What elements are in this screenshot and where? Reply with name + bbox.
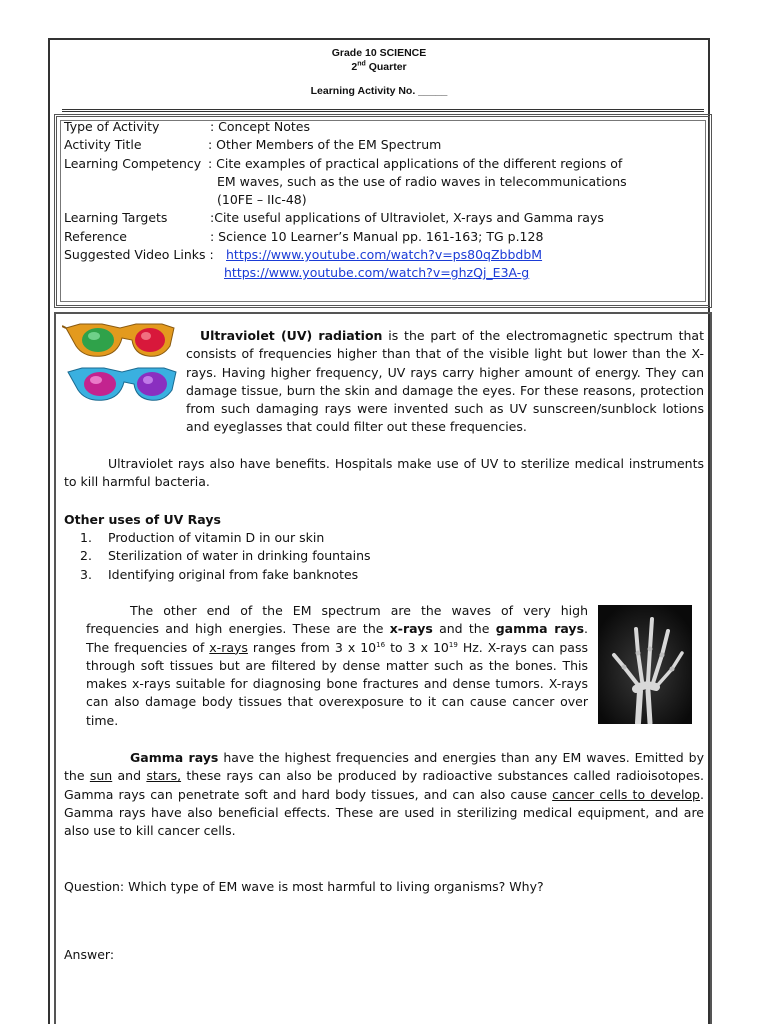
quarter-title: 2nd Quarter [351, 60, 407, 73]
competency-value-3: (10FE – IIc-48) [217, 192, 307, 208]
gamma-paragraph: Gamma rays have the highest frequencies and energies than any EM waves. Emitted by the sun and stars, these rays can also be produced by radioactive substances called radioisotopes. Gamma rays can penetrate soft and hard body tissues, and can also cause cancer cells to develop. Gamma rays have also beneficial effects. These are used in sterilizing medical equipment, and are also use to kill cancer cells. [64, 750, 704, 839]
xray-paragraph: The other end of the EM spectrum are the waves of very high frequencies and high energies. These are the x-rays and the gamma rays. The frequencies of x-rays ranges from 3 x $10^{16}$ to 3 x $10^{19}$ Hz. X-rays can pass through soft tissues but are filtered by dense matter such as the bones. This makes x-rays suitable for diagnosing bone fractures and dense tumors. X-rays can also damage body tissues that overexposure to it can cause cancer over time. [86, 603, 589, 728]
list-item-text: Sterilization of water in drinking fountains [108, 548, 371, 564]
list-item-number: 3. [80, 566, 92, 582]
targets-value: :Cite useful applications of Ultraviolet, X-rays and Gamma rays [210, 210, 604, 226]
title-label: Activity Title [64, 137, 142, 153]
question [64, 878, 704, 896]
list-item-text: Identifying original from fake banknotes [108, 566, 359, 582]
question-label: Question: [64, 879, 125, 894]
video-link-1[interactable]: https://www.youtube.com/watch?v=ps80qZbbdbM [226, 247, 543, 263]
video-label: Suggested Video Links : [64, 247, 214, 263]
list-item [80, 529, 371, 547]
answer-label: Answer: [64, 947, 115, 962]
uv-glasses-orange-image [62, 318, 178, 364]
worksheet-header [50, 46, 708, 98]
xray-hand-image [598, 605, 692, 724]
xray-hand-drawing [598, 605, 692, 724]
header-divider-2 [62, 111, 704, 112]
reference-value: : Science 10 Learner’s Manual pp. 161-163; TG p.128 [210, 228, 544, 244]
competency-value-1: : Cite examples of practical applications of the different regions of [208, 155, 623, 171]
uv-paragraph-1a: Ultraviolet (UV) radiation is the part of the electromagnetic spectrum that consists of frequencies higher than that of the visible light but lower than the X-rays. Having higher frequency, UV rays carry higher amount of energy. They can damage tissue, burn the skin and damage the eyes. For these reasons, protection from such damaging rays were invented such as UV sunscreen/sunblock lotions and eyeglasses that could filter out these frequencies. [186, 328, 704, 435]
competency-value-2: EM waves, such as the use of radio waves in telecommunications [217, 173, 627, 189]
uv-uses-list [80, 529, 371, 584]
question-text: Which type of EM wave is most harmful to living organisms? Why? [124, 879, 544, 894]
list-item [80, 566, 371, 584]
competency-label: Learning Competency [64, 155, 202, 171]
list-item [80, 547, 371, 565]
list-item-text: Production of vitamin D in our skin [108, 530, 325, 545]
type-label: Type of Activity [64, 119, 160, 134]
targets-label: Learning Targets [64, 210, 168, 226]
video-link-2[interactable]: https://www.youtube.com/watch?v=ghzQj_E3A-g [224, 265, 530, 281]
list-item-number: 1. [80, 530, 92, 545]
title-value: : Other Members of the EM Spectrum [208, 137, 442, 153]
list-item-number: 2. [80, 548, 92, 564]
uv-uses-heading: Other uses of UV Rays [64, 512, 221, 527]
uv-paragraph-2: Ultraviolet rays also have benefits. Hospitals make use of UV to sterilize medical instruments to kill harmful bacteria. [64, 456, 704, 490]
type-value: : Concept Notes [210, 119, 310, 134]
uv-glasses-blue-image [64, 362, 180, 408]
header-divider [62, 109, 704, 110]
activity-number: Learning Activity No. _____ [310, 85, 448, 97]
grade-title: Grade 10 SCIENCE [331, 47, 427, 59]
reference-label: Reference [64, 228, 127, 244]
